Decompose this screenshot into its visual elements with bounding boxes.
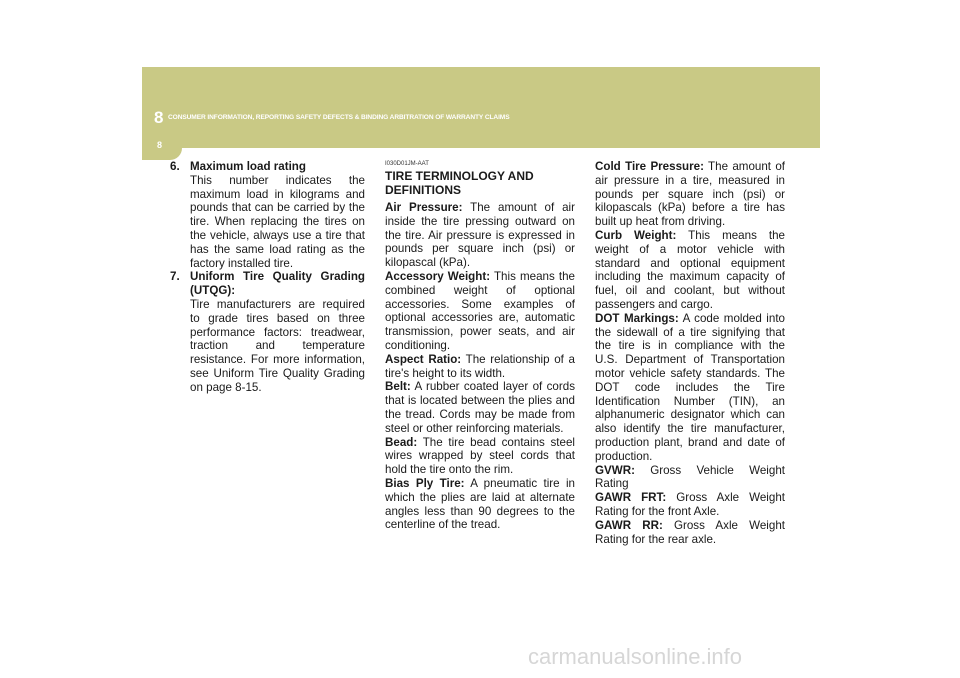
term: Accessory Weight:: [385, 269, 491, 283]
site-watermark: carmanualsonline.info: [528, 644, 743, 669]
term: Curb Weight:: [595, 228, 677, 242]
definition: A rubber coated layer of cords that is located between the plies and the tread. Cords may be made from steel or other reinforcing materials.: [385, 380, 575, 435]
definition-gawr-rr: [595, 519, 785, 547]
term: Bead:: [385, 435, 418, 449]
list-text: Tire manufacturers are required to grade tires based on three performance factors: treadwear, traction and temperature resistance. For more information, see Uniform Tire Quality Grading on page 8-15.: [190, 297, 365, 394]
section-heading: TIRE TERMINOLOGY AND DEFINITIONS: [385, 169, 534, 197]
list-item-utqg: [170, 270, 365, 394]
column-left: [170, 160, 365, 395]
definition: The amount of air pressure in a tire, measured in pounds per square inch (psi) or kilopascals (kPa) before a tire has built up heat from driving.: [595, 160, 785, 229]
term: Cold Tire Pressure:: [595, 160, 704, 173]
column-middle: [385, 160, 575, 532]
definition-air-pressure: [385, 201, 575, 270]
definition: Gross Axle Weight Rating for the rear axle.: [595, 518, 785, 546]
list-number: 7.: [170, 270, 180, 284]
list-text: This number indicates the maximum load in kilograms and pounds that can be carried by the tire. When replacing the tires on the vehicle, always use a tire that has the same load rating as the factory installed tire.: [190, 173, 365, 270]
term: Belt:: [385, 380, 411, 394]
definition-gvwr: [595, 464, 785, 492]
chapter-header-band: [142, 67, 820, 148]
definition: This means the weight of a motor vehicle with standard and optional equipment including the maximum capacity of fuel, oil and coolant, but without passengers and cargo.: [595, 228, 785, 311]
definition: A code molded into the sidewall of a tire signifying that the tire is in compliance with the U.S. Department of Transportation motor vehicle safety standards. The DOT code includes the Tire Identification Number (TIN), an alphanumeric designator which can also identify the tire manufacturer, production plant, brand and date of production.: [595, 311, 786, 463]
list-item-load-rating: [170, 160, 365, 270]
definition-curb-weight: [595, 229, 785, 312]
definition: The tire bead contains steel wires wrapped by steel cords that hold the tire onto the rim.: [385, 435, 575, 477]
term: Air Pressure:: [385, 201, 463, 214]
term: Aspect Ratio:: [385, 352, 462, 366]
term: GVWR:: [595, 463, 635, 477]
definition: The amount of air inside the tire pressing outward on the tire. Air pressure is expressed in pounds per square inch (psi) or kilopascal (kPa).: [385, 201, 575, 270]
definition-cold-tire-pressure: [595, 160, 785, 229]
definition-accessory-weight: [385, 270, 575, 353]
definition: Gross Axle Weight Rating for the front Axle.: [595, 491, 786, 518]
definition-dot-markings: [595, 312, 785, 464]
page-number: 8: [157, 140, 163, 150]
column-right: [595, 160, 785, 546]
definition: This means the combined weight of optional accessories. Some examples of optional accessories are, automatic transmission, power seats, and air conditioning.: [385, 269, 575, 352]
list-number: 6.: [170, 160, 180, 173]
definition-aspect-ratio: [385, 353, 575, 381]
term: Bias Ply Tire:: [385, 476, 465, 490]
chapter-number: 8: [154, 108, 164, 127]
term: DOT Markings:: [595, 311, 679, 325]
definition: A pneumatic tire in which the plies are laid at alternate angles less than 90 degrees to the centerline of the tread.: [385, 476, 575, 532]
definition-gawr-frt: [595, 491, 785, 519]
term: GAWR RR:: [595, 518, 663, 532]
list-title: Uniform Tire Quality Grading (UTQG):: [190, 270, 365, 298]
definition-belt: [385, 380, 575, 435]
term: GAWR FRT:: [595, 491, 667, 505]
definition-bias-ply-tire: [385, 477, 575, 532]
definition: The relationship of a tire's height to its width.: [385, 352, 575, 380]
definition: Gross Vehicle Weight Rating: [595, 463, 785, 491]
list-title: Maximum load rating: [190, 160, 306, 173]
chapter-title: CONSUMER INFORMATION, REPORTING SAFETY DEFECTS & BINDING ARBITRATION OF WARRANTY CLAIMS: [168, 114, 510, 121]
section-code: I030D01JM-AAT: [385, 161, 429, 167]
definition-bead: [385, 436, 575, 477]
